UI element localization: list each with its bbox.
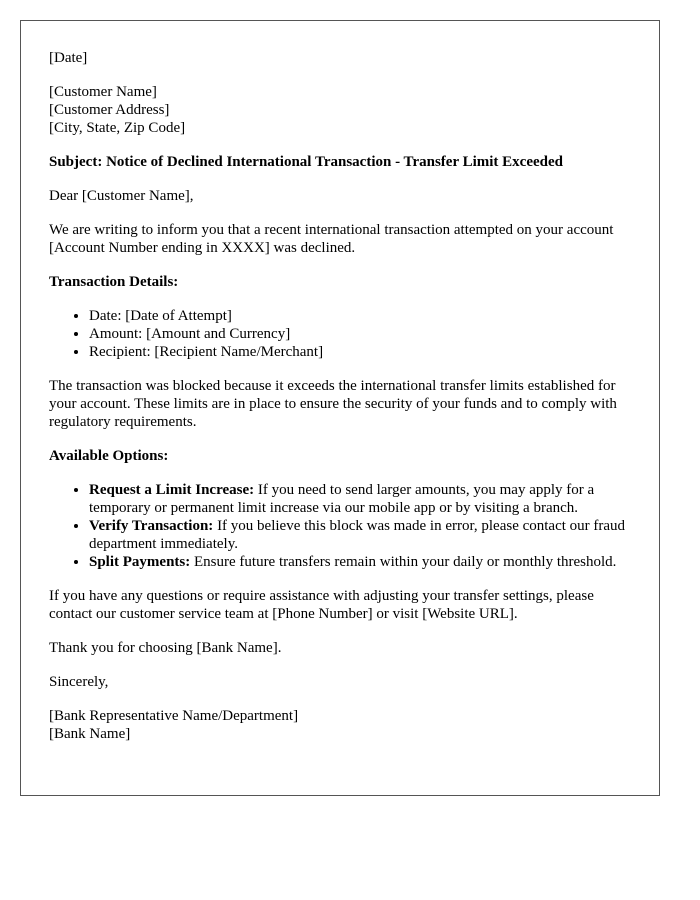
- questions-paragraph: If you have any questions or require assistance with adjusting your transfer settings, please contact our customer service team at [Phone Number] or visit [Website URL].: [49, 588, 594, 622]
- letter-page: [20, 20, 660, 796]
- recipient-name: [Customer Name]: [49, 84, 157, 100]
- recipient-block: [49, 83, 631, 137]
- option-split-payments-label: Split Payments:: [89, 554, 191, 570]
- option-verify-transaction-text: If you believe this block was made in error, please contact our fraud department immediately.: [89, 518, 626, 552]
- option-split-payments-text: Ensure future transfers remain within your daily or monthly threshold.: [190, 554, 617, 570]
- option-verify-transaction-label: Verify Transaction:: [89, 518, 214, 534]
- signature-block: [49, 707, 631, 743]
- signature-representative: [Bank Representative Name/Department]: [49, 708, 299, 724]
- recipient-city-state-zip: [City, State, Zip Code]: [49, 120, 186, 136]
- transaction-details-heading: Transaction Details:: [49, 274, 179, 290]
- option-limit-increase-label: Request a Limit Increase:: [89, 482, 255, 498]
- intro-paragraph: We are writing to inform you that a recent international transaction attempted on your account [Account Number ending in XXXX] was declined.: [49, 222, 614, 256]
- closing-line: Sincerely,: [49, 674, 109, 690]
- signature-bank-name: [Bank Name]: [49, 726, 131, 742]
- option-verify-transaction: [89, 517, 631, 553]
- available-options-heading: Available Options:: [49, 448, 169, 464]
- transaction-detail-recipient: • Recipient: [Recipient Name/Merchant]: [89, 343, 631, 361]
- transaction-details-list: [49, 307, 631, 361]
- salutation: Dear [Customer Name],: [49, 188, 194, 204]
- letter-date: [Date]: [49, 50, 88, 66]
- option-limit-increase: [89, 481, 631, 517]
- recipient-address: [Customer Address]: [49, 102, 170, 118]
- thanks-line: Thank you for choosing [Bank Name].: [49, 640, 282, 656]
- transaction-detail-amount: • Amount: [Amount and Currency]: [89, 325, 631, 343]
- available-options-list: [49, 481, 631, 571]
- transaction-detail-date: • Date: [Date of Attempt]: [89, 307, 631, 325]
- option-split-payments: [89, 553, 631, 571]
- reason-paragraph: The transaction was blocked because it exceeds the international transfer limits established for your account. These limits are in place to ensure the security of your funds and to comply with regulatory requirements.: [49, 378, 617, 430]
- option-limit-increase-text: If you need to send larger amounts, you may apply for a temporary or permanent limit increase via our mobile app or by visiting a branch.: [89, 482, 595, 516]
- subject-line: Subject: Notice of Declined International Transaction - Transfer Limit Exceeded: [49, 154, 563, 170]
